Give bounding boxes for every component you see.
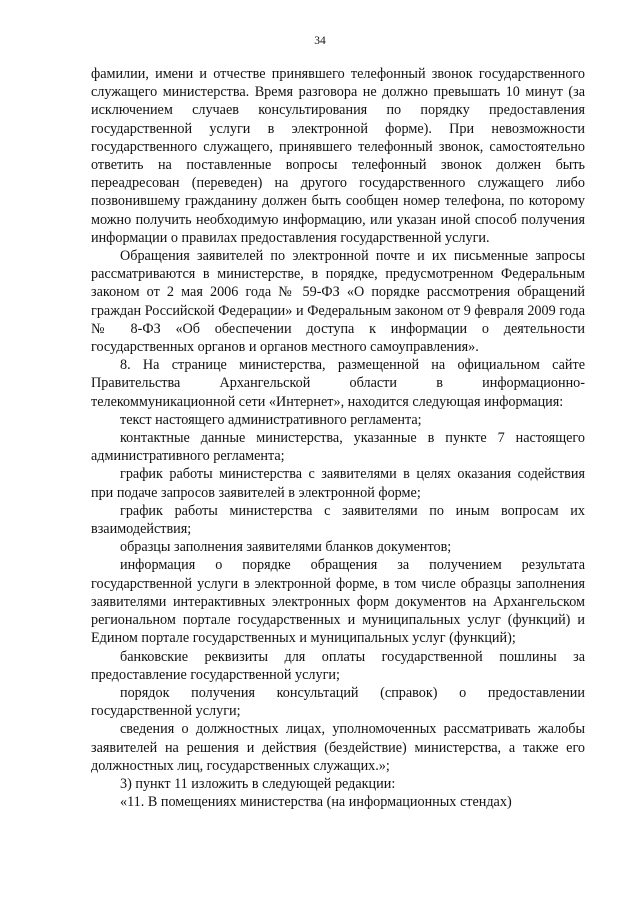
- list-item-officials-info: сведения о должностных лицах, уполномоченных рассматривать жалобы заявителей на решения и действия (бездействие) министерства, а также его должностных лиц, государственных служащих.»;: [91, 721, 585, 774]
- list-item-form-samples: образцы заполнения заявителями бланков документов;: [120, 539, 452, 556]
- list-item-contact-data: контактные данные министерства, указанные в пункте 7 настоящего административного регламента;: [91, 430, 585, 465]
- list-item-work-schedule-electronic: график работы министерства с заявителями в целях оказания содействия при подаче запросов заявителей в электронной форме;: [91, 466, 585, 501]
- paragraph-phone-call-rules: фамилии, имени и отчестве принявшего телефонный звонок государственного служащего министерства. Время разговора не должно превышать 10 минут (за исключением случаев консультирования по порядку предоставления государственной услуги в электронной форме). При невозможности государственного служащего, принявшего телефонный звонок, самостоятельно ответить на поставленные вопросы телефонный звонок должен быть переадресован (переведен) на другого государственного служащего либо позвонившему гражданину должен быть сообщен номер телефона, по которому можно получить необходимую информацию, или указан иной способ получения информации о правилах предоставления государственной услуги.: [91, 66, 585, 246]
- paragraph-item-3-amendment: 3) пункт 11 изложить в следующей редакции:: [120, 775, 396, 792]
- list-item-consultations: порядок получения консультаций (справок) о предоставлении государственной услуги;: [91, 684, 585, 720]
- paragraph-email-requests: Обращения заявителей по электронной почте и их письменные запросы рассматриваются в министерстве, в порядке, предусмотренном Федеральным законом от 2 мая 2006 года № 59-ФЗ «О порядке рассмотрения обращений граждан Российской Федерации» и Федеральным законом от 9 февраля 2009 года № 8-ФЗ «Об обеспечении доступа к информации о деятельности государственных органов и органов местного самоуправления».: [91, 248, 585, 356]
- paragraph-item-8-intro: 8. На странице министерства, размещенной на официальном сайте Правительства Архангельской области в информационно-телекоммуникационной сети «Интернет», находится следующая информация:: [91, 357, 585, 410]
- list-item-result-procedure: информация о порядке обращения за получением результата государственной услуги в электронной форме, в том числе образцы заполнения заявителями интерактивных электронных форм документов на Архангельском региональном портале государственных и муниципальных услуг (функций) и Едином портале государственных и муниципальных услуг (функций);: [91, 557, 585, 647]
- paragraph-item-11-start: «11. В помещениях министерства (на информационных стендах): [120, 794, 512, 811]
- list-item-work-schedule-other: график работы министерства с заявителями по иным вопросам их взаимодействия;: [91, 502, 585, 538]
- document-body: [91, 65, 585, 811]
- list-item-regulation-text: текст настоящего административного регламента;: [120, 411, 422, 428]
- list-item-bank-details: банковские реквизиты для оплаты государственной пошлины за предоставление государственной услуги;: [91, 648, 585, 683]
- page-number: 34: [314, 35, 326, 47]
